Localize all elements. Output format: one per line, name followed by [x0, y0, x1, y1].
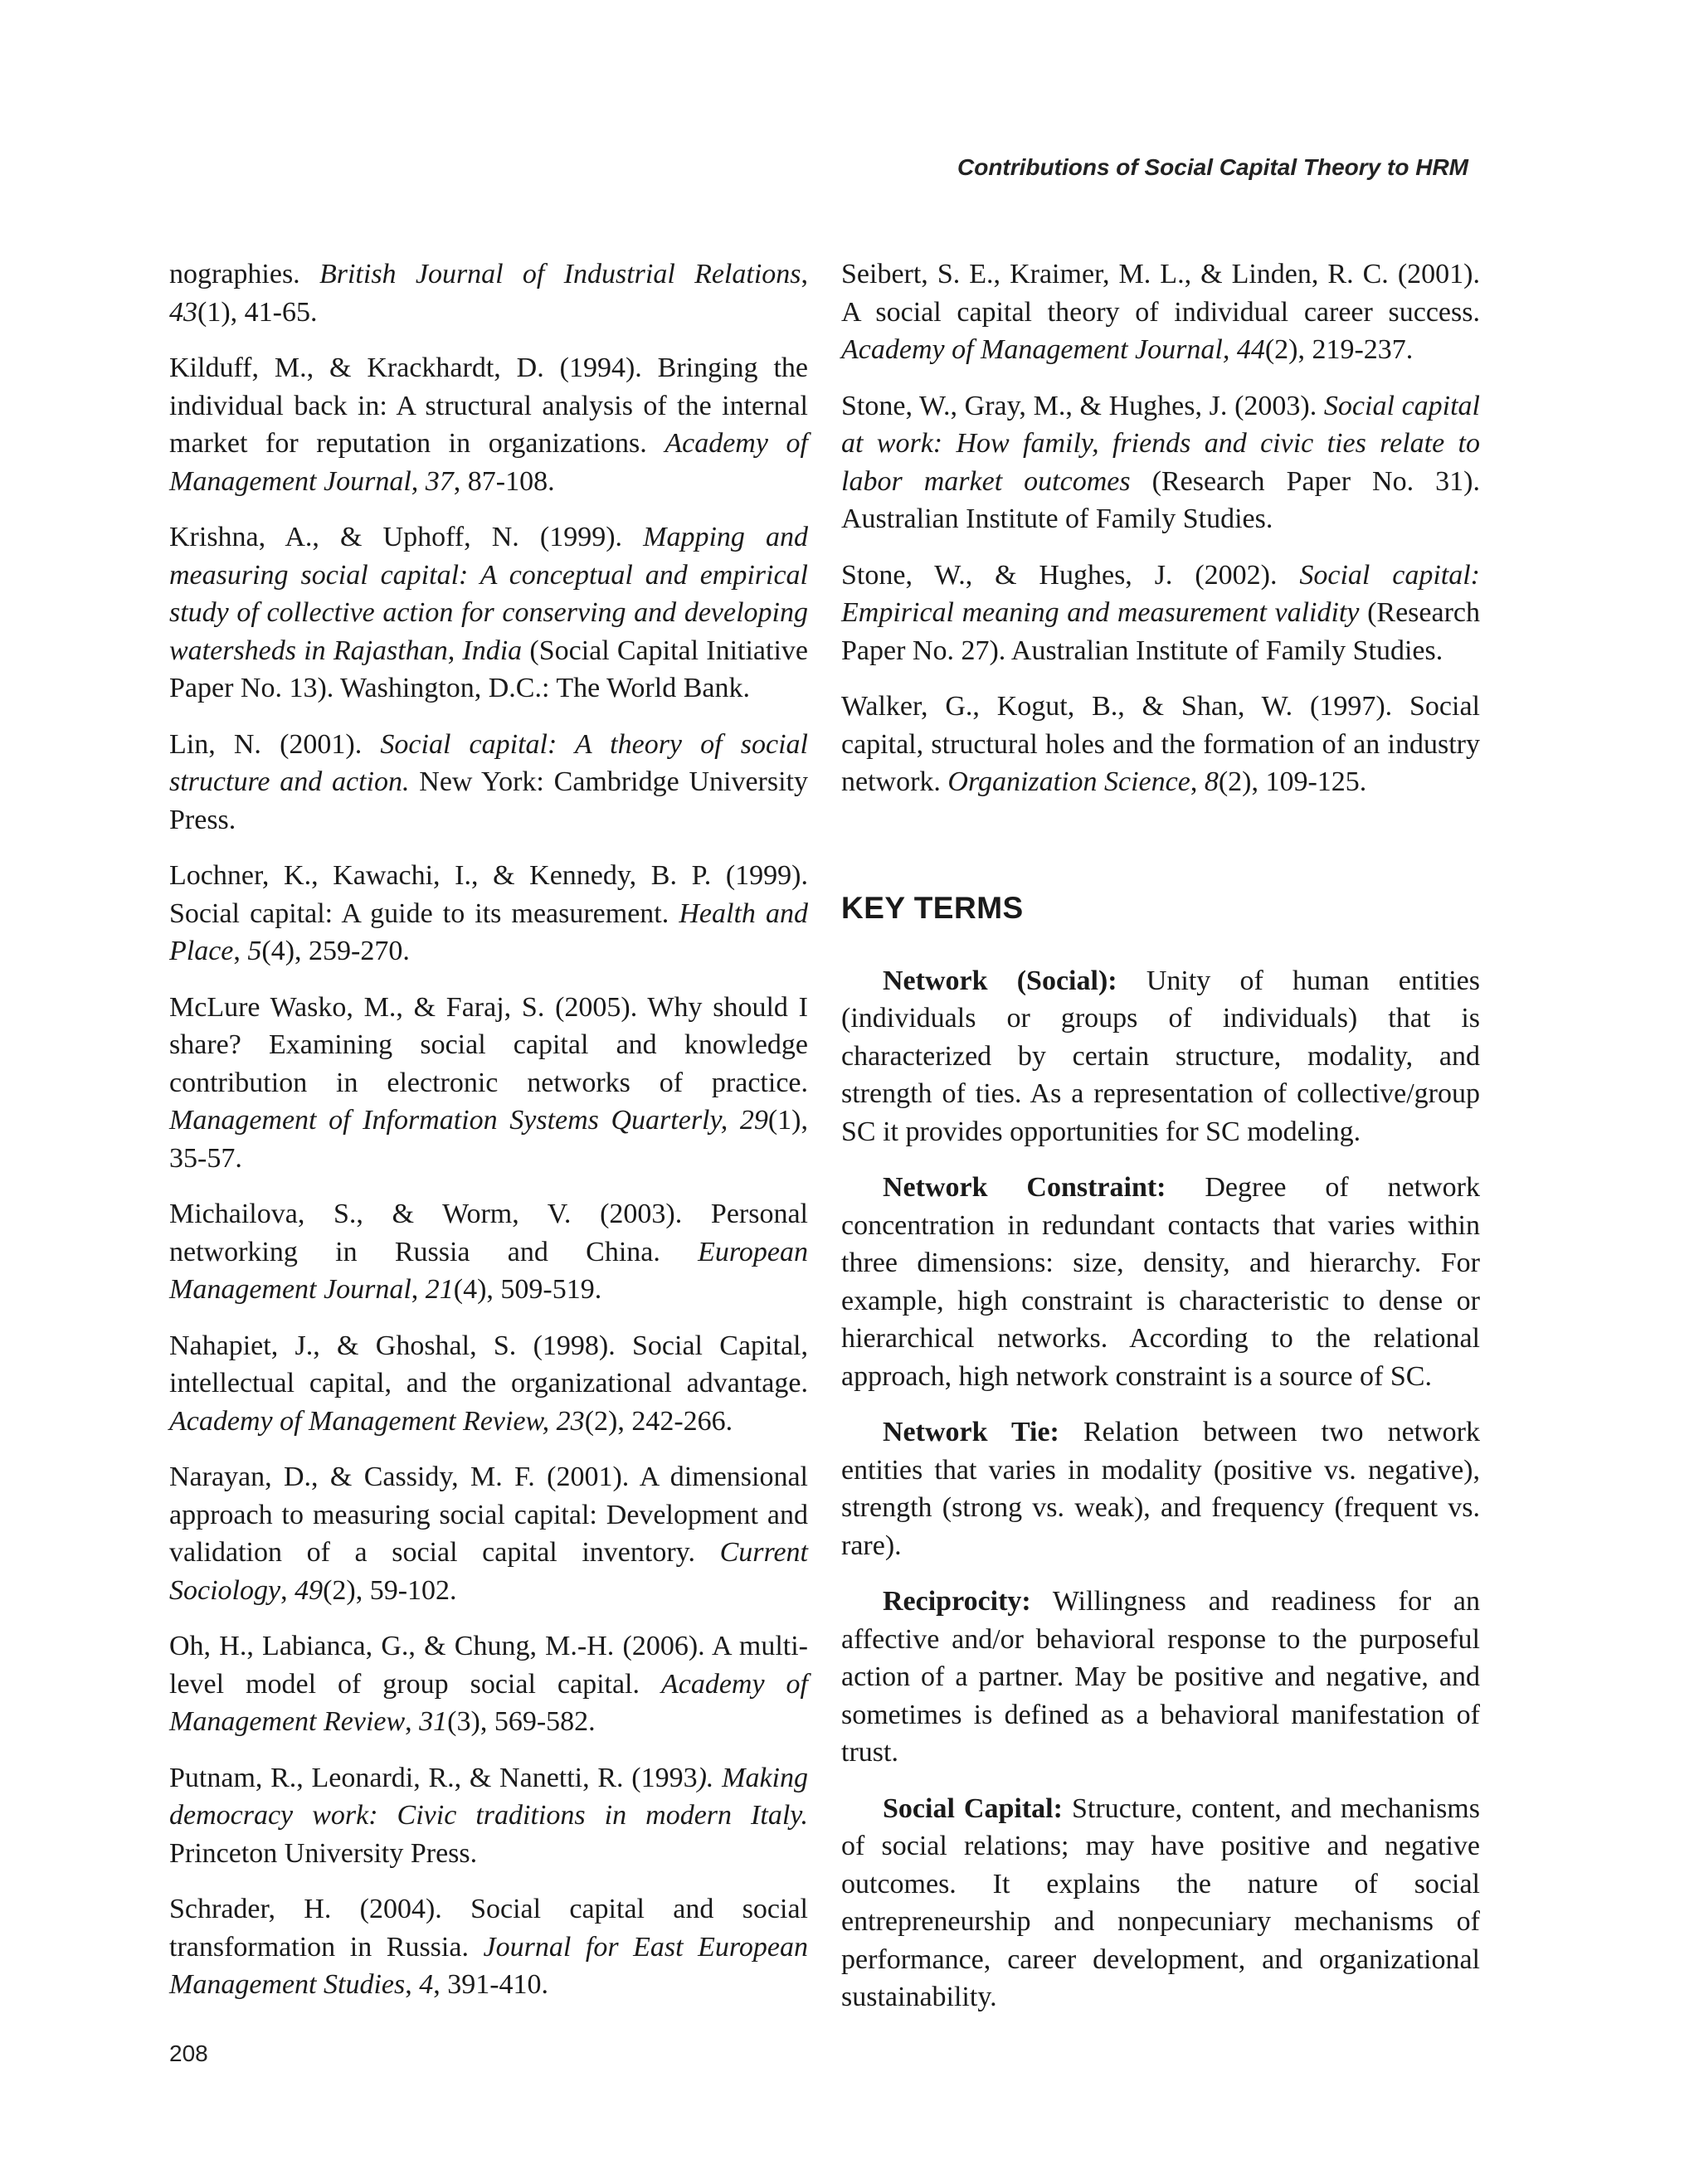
right-column-references [841, 255, 1480, 801]
key-term-definition: Degree of network concentration in redundant contacts that varies within three dimensions: size, density, and hierarchy. For example, high constraint is characteristic to dense or hierarchical networks. According to the relational approach, high network constraint is a source of SC. [841, 1172, 1480, 1392]
reference-text: Lochner, K., Kawachi, I., & Kennedy, B. P. (1999). Social capital: A guide to its measurement. [169, 860, 808, 929]
reference-text: McLure Wasko, M., & Faraj, S. (2005). Why should I share? Examining social capital and knowledge contribution in electronic networks of practice. [169, 991, 808, 1098]
reference-text: , [1190, 766, 1205, 797]
reference-text: , [801, 259, 808, 289]
reference-text: (Research Paper No. 31). Australian Institute of Family Studies. [841, 465, 1480, 534]
reference-text: (4), 259-270. [261, 936, 410, 966]
reference-text: Schrader, H. (2004). Social capital and social transformation in Russia. [169, 1894, 808, 1963]
reference-italic-text: Social capital: Empirical meaning and measurement validity [841, 559, 1480, 628]
running-header: Contributions of Social Capital Theory to HRM [957, 154, 1468, 180]
reference-italic-text: Academy of Management Review, 23 [169, 1405, 585, 1437]
reference-italic-text: Academy of Management Journal, 37 [169, 428, 808, 497]
key-term-definition: Willingness and readiness for an affective and/or behavioral response to the purposeful action of a partner. May be positive and negative, and sometimes is defined as a behavioral manifestation of trust. [841, 1586, 1480, 1768]
reference-entry [169, 518, 808, 708]
key-terms-list [841, 962, 1480, 2016]
reference-text: Krishna, A., & Uphoff, N. (1999). [169, 522, 644, 552]
reference-text: (2), 59-102. [323, 1574, 457, 1606]
reference-entry [841, 688, 1480, 801]
key-term-name: Network (Social): [883, 965, 1117, 996]
reference-entry [169, 1759, 808, 1873]
reference-italic-text: European Management Journal [169, 1236, 808, 1305]
reference-italic-text: Journal for East European Management Studies [169, 1931, 808, 2000]
reference-text: Seibert, S. E., Kraimer, M. L., & Linden, R. C. (2001). A social capital theory of individual career success. [841, 259, 1480, 328]
right-column [841, 255, 1480, 2035]
reference-italic-text: 49 [295, 1574, 324, 1606]
reference-text: (4), 509-519. [453, 1274, 602, 1305]
reference-entry [169, 726, 808, 839]
reference-text: New York: Cambridge University Press. [169, 766, 809, 835]
reference-italic-text: Health and Place [169, 897, 808, 966]
reference-text: (2), 219-237. [1264, 334, 1414, 365]
reference-italic-text: Social capital at work: How family, friends and civic ties relate to labor market outcomes [841, 390, 1480, 497]
reference-italic-text: Organization Science [947, 766, 1190, 797]
reference-text: (2), 242-266. [584, 1405, 733, 1437]
reference-entry [169, 1327, 808, 1441]
reference-text: , [405, 1969, 420, 2000]
reference-italic-text: Academy of Management Review [169, 1668, 809, 1737]
reference-text: , 87-108. [453, 465, 555, 497]
key-term-entry [841, 962, 1480, 1151]
reference-italic-text: 43 [169, 296, 197, 328]
reference-text: (2), 109-125. [1218, 766, 1367, 797]
key-term-entry [841, 1790, 1480, 2016]
reference-italic-text: 31 [419, 1706, 448, 1737]
reference-entry [841, 255, 1480, 369]
reference-italic-text: British Journal of Industrial Relations [319, 259, 801, 289]
reference-text: Michailova, S., & Worm, V. (2003). Personal networking in Russia and China. [169, 1199, 808, 1267]
reference-text: Oh, H., Labianca, G., & Chung, M.-H. (2006). A multi-level model of group social capital. [169, 1631, 808, 1700]
reference-text: , [405, 1706, 420, 1737]
reference-text: (Research Paper No. 27). Australian Institute of Family Studies. [841, 597, 1480, 666]
reference-italic-text: ). Making democracy work: Civic traditions in modern Italy. [169, 1762, 808, 1831]
key-term-entry [841, 1583, 1480, 1772]
reference-text: Princeton University Press. [169, 1837, 478, 1869]
reference-italic-text: 8 [1204, 766, 1219, 797]
key-term-name: Network Tie: [883, 1417, 1059, 1447]
reference-entry [169, 1627, 808, 1741]
reference-text: , 391-410. [433, 1969, 549, 2000]
reference-entry [169, 255, 808, 331]
key-term-entry [841, 1169, 1480, 1395]
key-term-entry [841, 1413, 1480, 1564]
key-term-name: Social Capital: [883, 1792, 1063, 1824]
reference-text: nographies. [169, 259, 319, 289]
reference-entry [169, 857, 808, 970]
reference-italic-text: Academy of Management Journal, 44 [841, 334, 1265, 365]
reference-text: , [411, 1274, 426, 1305]
reference-text: Walker, G., Kogut, B., & Shan, W. (1997). Social capital, structural holes and the formation of an industry network. [841, 691, 1480, 797]
reference-text: Stone, W., Gray, M., & Hughes, J. (2003). [841, 390, 1324, 421]
reference-entry [841, 557, 1480, 670]
reference-text: , [233, 936, 248, 966]
reference-text: (1), 35-57. [169, 1105, 808, 1174]
reference-entry [169, 989, 808, 1178]
page-number: 208 [169, 2041, 208, 2066]
reference-text: (1), 41-65. [197, 296, 318, 328]
reference-text: Kilduff, M., & Krackhardt, D. (1994). Bringing the individual back in: A structural analysis of the internal market for reputation in organizations. [169, 353, 808, 459]
key-term-definition: Relation between two network entities that varies in modality (positive vs. negative), strength (strong vs. weak), and frequency (frequent vs. rare). [841, 1417, 1480, 1561]
reference-italic-text: 5 [247, 936, 262, 966]
reference-text: Nahapiet, J., & Ghoshal, S. (1998). Social Capital, intellectual capital, and the organizational advantage. [169, 1330, 808, 1398]
reference-italic-text: 4 [419, 1969, 434, 2000]
key-terms-heading: KEY TERMS [841, 890, 1024, 925]
reference-entry [169, 1890, 808, 2004]
reference-text: , [280, 1574, 295, 1606]
reference-text: (3), 569-582. [447, 1706, 596, 1737]
key-term-definition: Unity of human entities (individuals or groups of individuals) that is characterized by certain structure, modality, and strength of ties. As a representation of collective/group SC it provides opportunities for SC modeling. [841, 965, 1480, 1147]
key-term-name: Network Constraint: [883, 1172, 1166, 1203]
reference-entry [841, 387, 1480, 538]
key-term-name: Reciprocity: [883, 1586, 1031, 1617]
left-column-references [169, 255, 808, 2022]
reference-text: (Social Capital Initiative Paper No. 13). Washington, D.C.: The World Bank. [169, 635, 808, 703]
reference-entry [169, 1195, 808, 1309]
reference-entry [169, 1458, 808, 1609]
reference-italic-text: Management of Information Systems Quarterly, 29 [169, 1105, 768, 1136]
key-term-definition: Structure, content, and mechanisms of social relations; may have positive and negative outcomes. It explains the nature of social entrepreneurship and nonpecuniary mechanisms of performance, career development, and organizational sustainability. [841, 1792, 1480, 2012]
reference-text: Lin, N. (2001). [169, 728, 381, 760]
reference-italic-text: Social capital: A theory of social structure and action. [169, 728, 809, 797]
reference-italic-text: Current Sociology [169, 1537, 808, 1606]
reference-entry [169, 349, 808, 500]
reference-text: Putnam, R., Leonardi, R., & Nanetti, R. (1993 [169, 1762, 698, 1793]
reference-italic-text: 21 [425, 1274, 454, 1305]
reference-text: Stone, W., & Hughes, J. (2002). [841, 559, 1300, 591]
reference-text: Narayan, D., & Cassidy, M. F. (2001). A dimensional approach to measuring social capital: Development and validation of a social capital inventory. [169, 1462, 808, 1568]
reference-italic-text: Mapping and measuring social capital: A conceptual and empirical study of collective action for conserving and developing watersheds in Rajasthan, India [169, 522, 808, 666]
